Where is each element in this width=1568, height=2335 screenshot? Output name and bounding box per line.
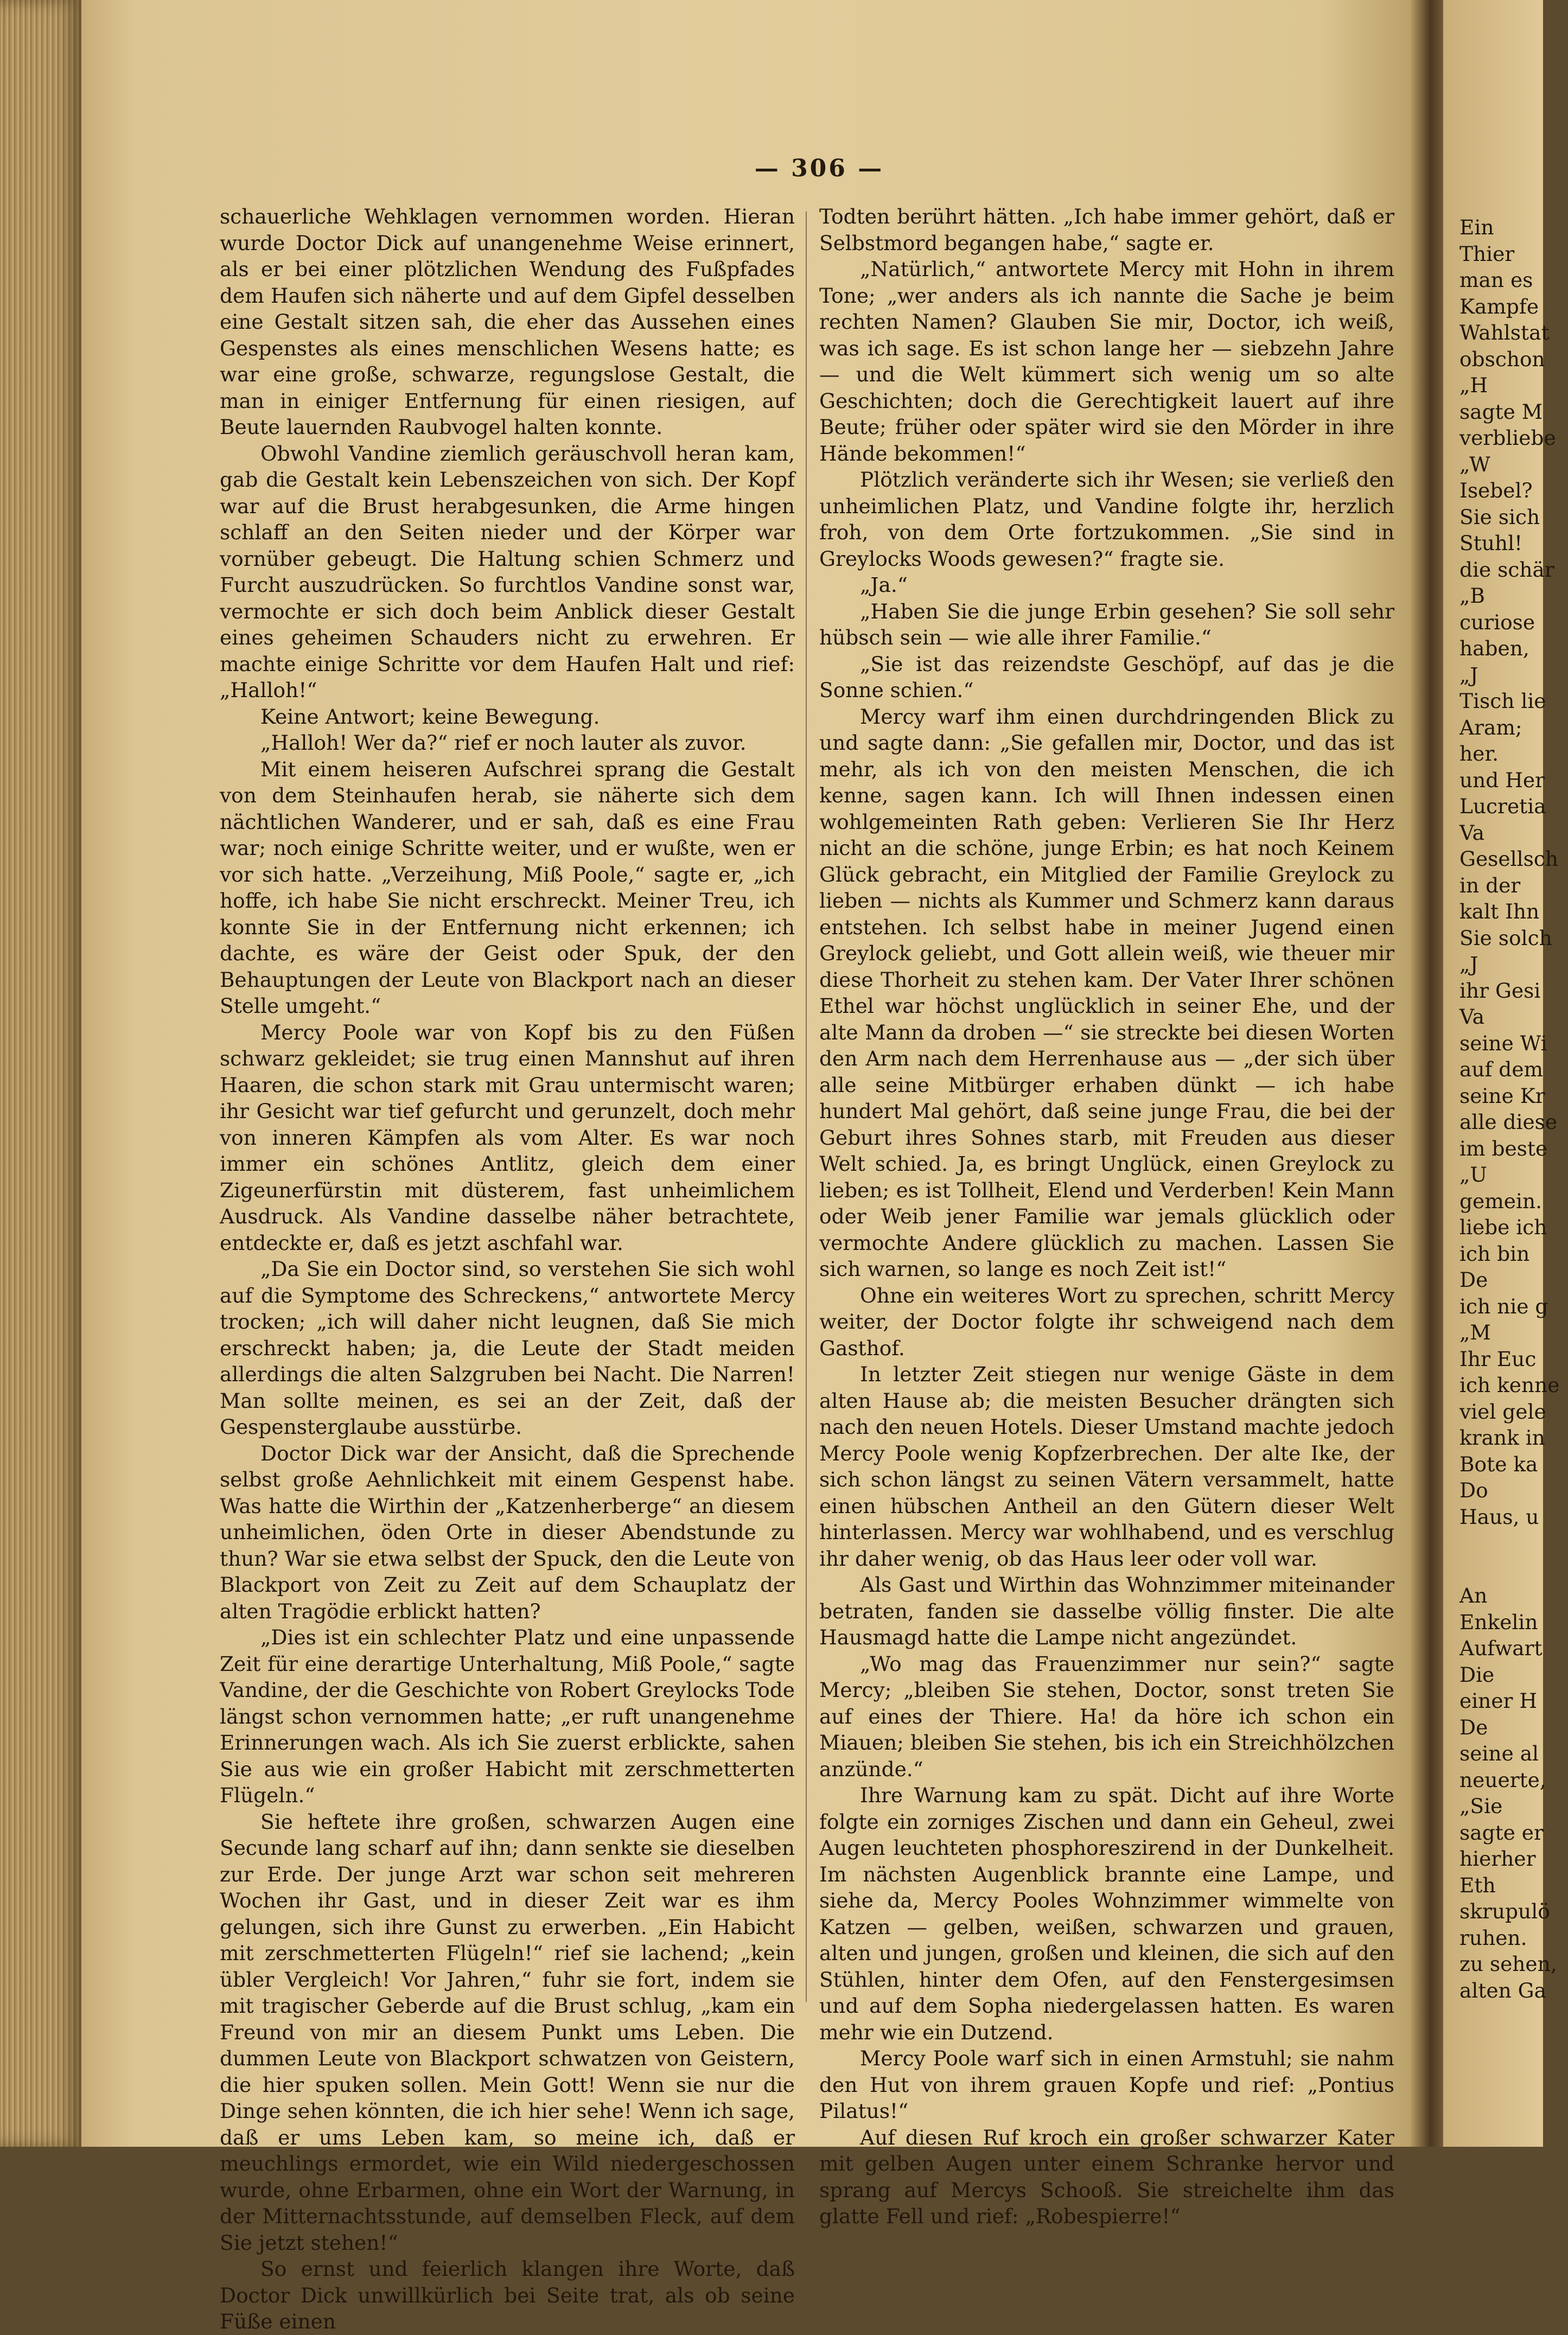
paragraph: Obwohl Vandine ziemlich geräuschvoll heran kam, gab die Gestalt kein Lebenszeichen von sich. Der Kopf war auf die Brust herabgesunken, die Arme hingen schlaff an den Seiten nieder und der Körper war vornüber gebeugt. Die Haltung schien Schmerz und Furcht auszudrücken. So furchtlos Vandine sonst war, vermochte er sich doch beim Anblick dieser Gestalt eines geheimen Schauders nicht zu erwehren. Er machte einige Schritte vor dem Haufen Halt und rief: „Halloh!“ [220, 441, 795, 702]
facing-page-line [1459, 1556, 1568, 1583]
facing-page-line: ich nie g [1459, 1294, 1548, 1318]
facing-page-line: Bote ka [1459, 1452, 1538, 1476]
facing-page-line: seine Kr [1459, 1083, 1545, 1108]
paragraph: So ernst und feierlich klangen ihre Worte, daß Doctor Dick unwillkürlich bei Seite trat, als ob seine Füße einen [220, 2257, 795, 2333]
facing-page-line: Eth [1459, 1873, 1496, 1897]
paragraph: „Natürlich,“ antwortete Mercy mit Hohn in ihrem Tone; „wer anders als ich nannte die Sache je beim rechten Namen? Glauben Sie mir, Doctor, ich weiß, was ich sage. Es ist schon lange her — siebzehn Jahre — und die Welt kümmert sich wenig um so alte Geschichten; doch die Gerechtigkeit lauert auf ihre Beute; früher oder später wird sie den Mörder in ihre Hände bekommen!“ [819, 257, 1394, 465]
facing-page-line: Tisch lie [1459, 689, 1546, 713]
facing-page-line: viel gele [1459, 1399, 1546, 1424]
facing-page-line: „U [1459, 1163, 1488, 1186]
facing-page-line: haben, [1459, 636, 1529, 660]
right-column [819, 203, 1394, 2228]
facing-page-line: ich kenne [1459, 1373, 1560, 1397]
facing-page-line: alle diese [1459, 1110, 1558, 1134]
facing-page-line: „J [1459, 662, 1478, 687]
facing-page-line: „H [1459, 373, 1488, 397]
facing-page-line: ich bin [1459, 1241, 1530, 1266]
facing-page-line: Aufwart [1459, 1636, 1542, 1660]
facing-page-line: im beste [1459, 1136, 1548, 1160]
facing-page-line: „B [1459, 584, 1485, 608]
facing-page-line: Stuhl! [1459, 531, 1523, 555]
facing-page-line: seine al [1459, 1741, 1539, 1765]
facing-page-line: Lucretia [1459, 794, 1546, 818]
facing-page-line: „W [1459, 452, 1490, 476]
paragraph: „Da Sie ein Doctor sind, so verstehen Sie sich wohl auf die Symptome des Schreckens,“ antwortete Mercy trocken; „ich will daher nicht leugnen, daß Sie mich erschreckt haben; ja, die Leute der Stadt meiden allerdings die alten Salzgruben bei Nacht. Die Narren! Man sollte meinen, es sei an der Zeit, daß der Gespensterglaube ausstürbe. [220, 1257, 795, 1439]
facing-page-line: hierher [1459, 1847, 1536, 1871]
facing-page-line: gemein. [1459, 1189, 1542, 1213]
paragraph: Sie heftete ihre großen, schwarzen Augen eine Secunde lang scharf auf ihn; dann senkte sie dieselben zur Erde. Der junge Arzt war schon seit mehreren Wochen ihr Gast, und in dieser Zeit war es ihm gelungen, sich ihre Gunst zu erwerben. „Ein Habicht mit zerschmetterten Flügeln!“ rief sie lachend; „kein übler Vergleich! Vor Jahren,“ fuhr sie fort, indem sie mit tragischer Geberde auf die Brust schlug, „kam ein Freund von mir an diesem Punkt ums Leben. Die dummen Leute von Blackport schwatzen von Geistern, die hier spuken sollen. Mein Gott! Wenn sie nur die Dinge sehen könnten, die ich hier sehe! Wenn ich sage, daß er ums Leben kam, so meine ich, daß er meuchlings ermordet, wie ein Wild niedergeschossen wurde, ohne Erbarmen, ohne ein Wort der Warnung, in der Mitternachtsstunde, auf demselben Fleck, auf dem Sie jetzt stehen!“ [220, 1809, 795, 2255]
facing-page-line: alten Ga [1459, 1978, 1546, 2002]
paragraph: Mercy Poole warf sich in einen Armstuhl; sie nahm den Hut von ihrem grauen Kopfe und rief: „Pontius Pilatus!“ [819, 2046, 1394, 2123]
facing-page-line: „M [1459, 1320, 1491, 1344]
page-number: — 306 — [754, 155, 884, 182]
facing-page-line: und Her [1459, 768, 1545, 792]
facing-page-line: zu sehen, [1459, 1952, 1557, 1976]
facing-page-line: curiose [1459, 610, 1535, 634]
paragraph: „Ja.“ [860, 573, 908, 597]
facing-page-line: seine Wi [1459, 1031, 1547, 1055]
facing-page-line: Ihr Euc [1459, 1347, 1537, 1371]
facing-page-line: liebe ich [1459, 1215, 1547, 1239]
facing-page-line: sagte M [1459, 399, 1543, 424]
facing-page-line: Va [1459, 820, 1484, 845]
facing-page-line: Ein [1459, 215, 1494, 239]
paragraph: „Wo mag das Frauenzimmer nur sein?“ sagte Mercy; „bleiben Sie stehen, Doctor, sonst treten Sie auf eines der Thiere. Ha! da höre ich schon ein Miauen; bleiben Sie stehen, bis ich ein Streichhölzchen anzünde.“ [819, 1651, 1394, 1781]
facing-page-line: kalt Ihn [1459, 899, 1540, 923]
facing-page-line: Aram; [1459, 715, 1522, 739]
paragraph: Doctor Dick war der Ansicht, daß die Sprechende selbst große Aehnlichkeit mit einem Gespenst habe. Was hatte die Wirthin der „Katzenherberge“ an diesem unheimlichen, öden Orte in dieser Abendstunde zu thun? War sie etwa selbst der Spuck, den die Leute von Blackport von Zeit zu Zeit auf dem Schauplatz der alten Tragödie erblickt hatten? [220, 1441, 795, 1623]
facing-page-text [1459, 214, 1568, 2004]
paragraph: Mercy Poole war von Kopf bis zu den Füßen schwarz gekleidet; sie trug einen Mannshut auf ihren Haaren, die schon stark mit Grau untermischt waren; ihr Gesicht war tief gefurcht und gerunzelt, doch mehr von inneren Kämpfen als vom Alter. Es war noch immer ein schönes Antlitz, gleich dem einer Zigeunerfürstin mit düsterem, fast unheimlichem Ausdruck. Als Vandine dasselbe näher betrachtete, entdeckte er, daß es jetzt aschfahl war. [220, 1020, 795, 1255]
paragraph: Mercy warf ihm einen durchdringenden Blick zu und sagte dann: „Sie gefallen mir, Doctor, und das ist mehr, als ich von den meisten Menschen, die ich kenne, sagen kann. Ich will Ihnen indessen einen wohlgemeinten Rath geben: Verlieren Sie Ihr Herz nicht an die schöne, junge Erbin; es hat noch Keinem Glück gebracht, ein Mitglied der Familie Greylock zu lieben — nichts als Kummer und Schmerz kann daraus entstehen. Ich selbst habe in meiner Jugend einen Greylock geliebt, und Gott allein weiß, wie theuer mir diese Thorheit zu stehen kam. Der Vater Ihrer schönen Ethel war höchst unglücklich in seiner Ehe, und der alte Mann da droben —“ sie streckte bei diesen Worten den Arm nach dem Herrenhause aus — „der sich über alle seine Mitbürger erhaben dünkt — ich habe hundert Mal gehört, daß seine junge Frau, die bei der Geburt ihres Sohnes starb, mit Freuden aus dieser Welt schied. Ja, es bringt Unglück, einen Greylock zu lieben; es ist Tollheit, Elend und Verderben! Kein Mann oder Weib jener Familie war jemals glücklich oder vermochte Andere glücklich zu machen. Lassen Sie sich warnen, so lange es noch Zeit ist!“ [819, 704, 1394, 1281]
paragraph: „Halloh! Wer da?“ rief er noch lauter als zuvor. [260, 731, 747, 755]
facing-page-line: auf dem [1459, 1057, 1544, 1081]
facing-page-line: De [1459, 1715, 1488, 1739]
facing-page-line: Va [1459, 1005, 1484, 1029]
paragraph: „Sie ist das reizendste Geschöpf, auf das je die Sonne schien.“ [819, 652, 1394, 702]
facing-page-line: neuerte, [1459, 1768, 1546, 1792]
paragraph: Ihre Warnung kam zu spät. Dicht auf ihre Worte folgte ein zorniges Zischen und dann ein Geheul, zwei Augen leuchteten phosphoreszirend in der Dunkelheit. Im nächsten Augenblick brannte eine Lampe, und siehe da, Mercy Pooles Wohnzimmer wimmelte von Katzen — gelben, weißen, schwarzen und grauen, alten und jungen, großen und kleinen, die sich auf den Stühlen, hinter dem Ofen, auf den Fenstergesimsen und auf dem Sopha niedergelassen hatten. Es waren mehr wie ein Dutzend. [819, 1783, 1394, 2044]
facing-page-line: „Sie [1459, 1794, 1503, 1818]
facing-page-line: verbliebe [1459, 426, 1556, 450]
facing-page-line: Die [1459, 1662, 1495, 1687]
facing-page-line: obschon [1459, 347, 1545, 371]
facing-page-line: „J [1459, 952, 1478, 976]
facing-page-line: Gesellsch [1459, 847, 1558, 871]
facing-page-line: skrupulö [1459, 1899, 1550, 1923]
facing-page-line: Sie solch [1459, 926, 1552, 950]
page-stack-edge [0, 0, 81, 2147]
paragraph: „Dies ist ein schlechter Platz und eine unpassende Zeit für eine derartige Unterhaltung, Miß Poole,“ sagte Vandine, der die Geschichte von Robert Greylocks Tode längst schon vernommen hatte; „er ruft unangenehme Erinnerungen wach. Als ich Sie zuerst erblickte, sahen Sie aus wie ein großer Habicht mit zerschmetterten Flügeln.“ [220, 1625, 795, 1807]
facing-page-line: sagte er [1459, 1820, 1544, 1845]
paragraph: Auf diesen Ruf kroch ein großer schwarzer Kater mit gelben Augen unter einem Schranke hervor und sprang auf Mercys Schooß. Sie streichelte ihm das glatte Fell und rief: „Robespierre!“ [819, 2125, 1394, 2228]
paragraph: In letzter Zeit stiegen nur wenige Gäste in dem alten Hause ab; die meisten Besucher drängten sich nach den neuen Hotels. Dieser Umstand machte jedoch Mercy Poole wenig Kopfzerbrechen. Der alte Ike, der sich schon längst zu seinen Vätern versammelt, hatte einen hübschen Antheil an den Gütern dieser Welt hinterlassen. Mercy war wohlhabend, und es verschlug ihr daher wenig, ob das Haus leer oder voll war. [819, 1362, 1394, 1571]
paragraph: Ohne ein weiteres Wort zu sprechen, schritt Mercy weiter, der Doctor folgte ihr schweigend nach dem Gasthof. [819, 1283, 1394, 1360]
facing-page-line: einer H [1459, 1689, 1538, 1713]
facing-page-line: An [1459, 1584, 1488, 1607]
facing-page-line: ihr Gesi [1459, 978, 1541, 1003]
facing-page-line: Do [1459, 1478, 1488, 1502]
facing-page-line: Haus, u [1459, 1504, 1539, 1529]
paragraph: Plötzlich veränderte sich ihr Wesen; sie verließ den unheimlichen Platz, und Vandine folgte ihr, herzlich froh, von dem Orte fortzukommen. „Sie sind in Greylocks Woods gewesen?“ fragte sie. [819, 468, 1394, 571]
paragraph: Keine Antwort; keine Bewegung. [260, 704, 600, 729]
paragraph: Als Gast und Wirthin das Wohnzimmer miteinander betraten, fanden sie dasselbe völlig finster. Die alte Hausmagd hatte die Lampe nicht angezündet. [819, 1573, 1394, 1649]
paragraph: Todten berührt hätten. „Ich habe immer gehört, daß er Selbstmord begangen habe,“ sagte er. [819, 205, 1394, 255]
facing-page-line: Thier [1459, 241, 1515, 266]
facing-page-line: Enkelin [1459, 1610, 1538, 1634]
facing-page-line: krank in [1459, 1426, 1545, 1450]
facing-page-line: De [1459, 1268, 1488, 1292]
facing-page-line: ruhen. [1459, 1925, 1527, 1950]
paragraph: „Haben Sie die junge Erbin gesehen? Sie soll sehr hübsch sein — wie alle ihrer Familie.“ [819, 599, 1394, 649]
facing-page-line: Isebel? [1459, 479, 1533, 502]
column-divider [806, 212, 807, 2002]
facing-page-line: Sie sich [1459, 505, 1540, 529]
facing-page-line: her. [1459, 742, 1499, 765]
left-column [220, 203, 795, 2333]
paragraph: schauerliche Wehklagen vernommen worden. Hieran wurde Doctor Dick auf unangenehme Weise erinnert, als er bei einer plötzlichen Wendung des Fußpfades dem Haufen sich näherte und auf dem Gipfel desselben eine Gestalt sitzen sah, die eher das Aussehen eines Gespenstes als eines menschlichen Wesens hatte; es war eine große, schwarze, regungslose Gestalt, die man in einiger Entfernung für einen riesigen, auf Beute lauernden Raubvogel halten konnte. [220, 205, 795, 439]
facing-page-line: die schär [1459, 557, 1554, 582]
facing-page-line: Kampfe [1459, 294, 1539, 318]
facing-page-line: Wahlstat [1459, 321, 1550, 344]
facing-page-line: in der [1459, 873, 1521, 897]
paragraph: Mit einem heiseren Aufschrei sprang die Gestalt von dem Steinhaufen herab, sie näherte sich dem nächtlichen Wanderer, und er sah, daß es eine Frau war; noch einige Schritte weiter, und er wußte, wen er vor sich hatte. „Verzeihung, Miß Poole,“ sagte er, „ich hoffe, ich habe Sie nicht erschreckt. Meiner Treu, ich konnte Sie in der Entfernung nicht erkennen; ich dachte, es wäre der Geist oder Spuk, der den Behauptungen der Leute von Blackport nach an dieser Stelle umgeht.“ [220, 757, 795, 1018]
facing-page-line [1459, 1530, 1568, 1556]
facing-page-line: man es [1459, 268, 1533, 292]
